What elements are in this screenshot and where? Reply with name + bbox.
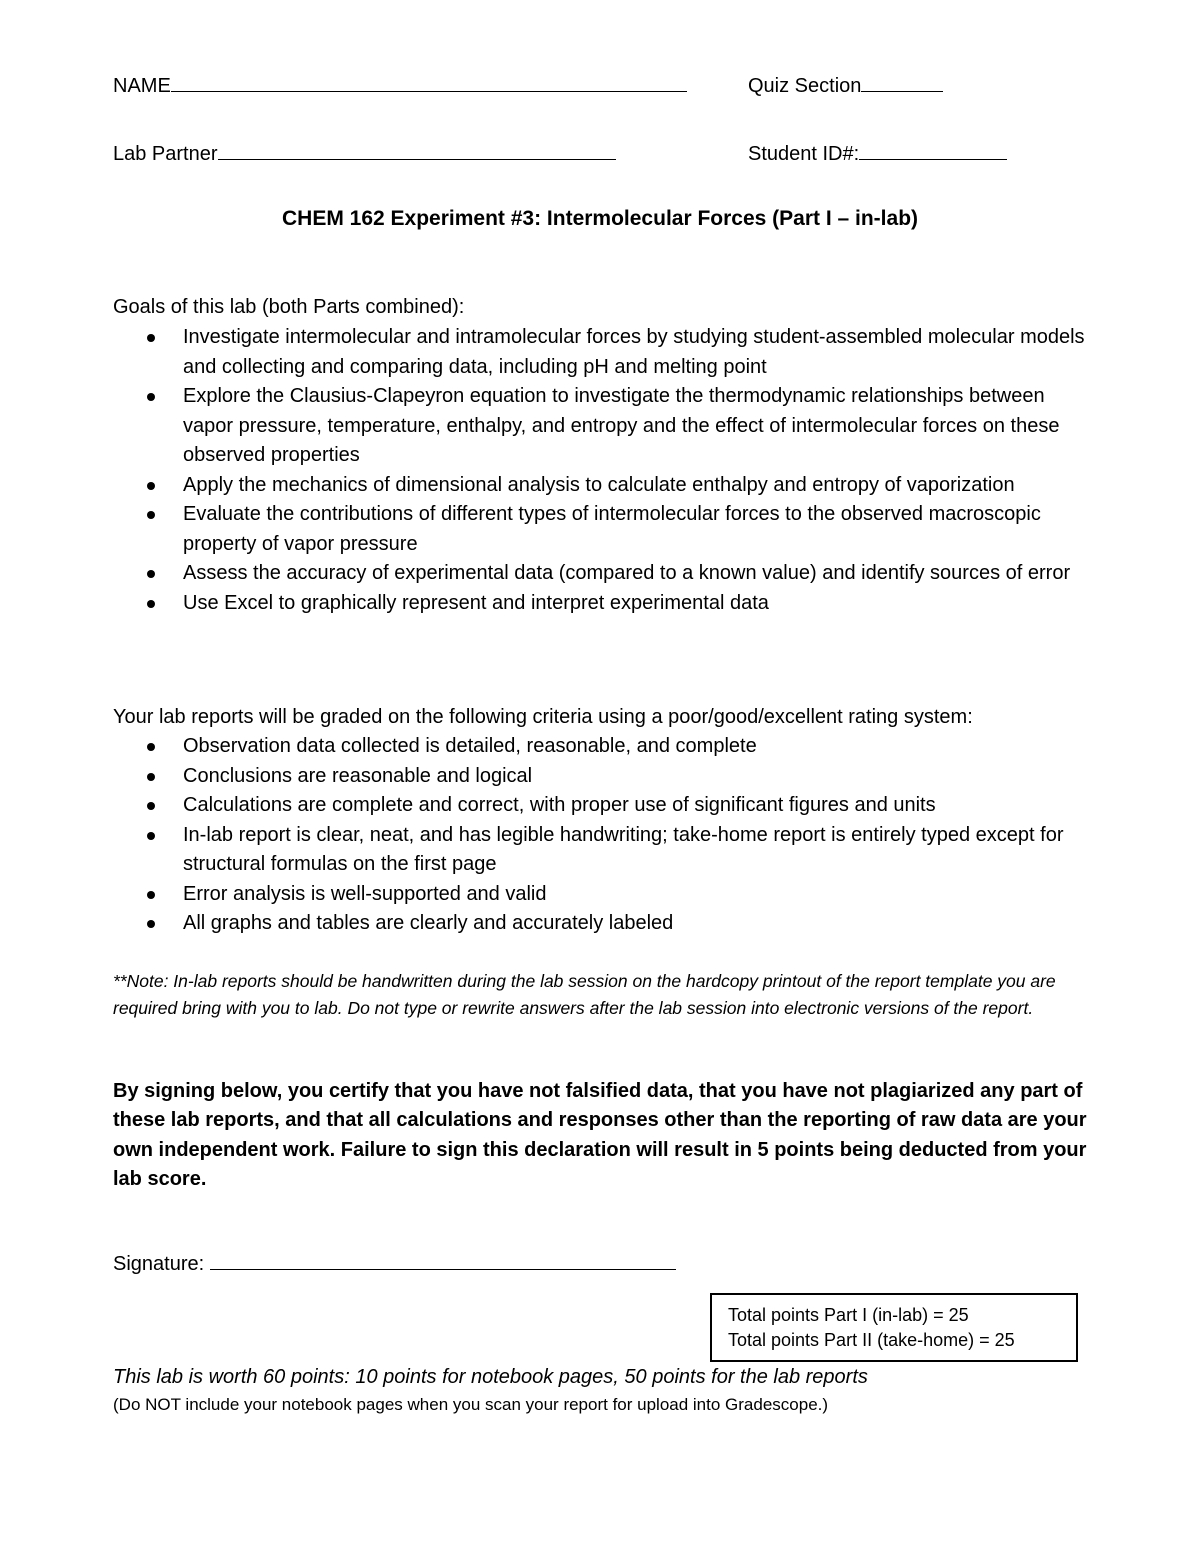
bullet-icon xyxy=(147,802,155,810)
goals-heading: Goals of this lab (both Parts combined): xyxy=(113,296,465,318)
criteria-heading: Your lab reports will be graded on the following criteria using a poor/good/excellent rating system: xyxy=(113,706,973,728)
quiz-section-field[interactable] xyxy=(748,74,943,98)
list-item: Explore the Clausius-Clapeyron equation to investigate the thermodynamic relationships between vapor pressure, temperature, enthalpy, and entropy and the effect of intermolecular forces on these observed properties xyxy=(113,382,1098,471)
list-item: Assess the accuracy of experimental data (compared to a known value) and identify sources of error xyxy=(113,559,1098,589)
list-item: All graphs and tables are clearly and accurately labeled xyxy=(113,909,1098,939)
list-item: Evaluate the contributions of different types of intermolecular forces to the observed macroscopic property of vapor pressure xyxy=(113,500,1098,559)
bullet-icon xyxy=(147,334,155,342)
bullet-icon xyxy=(147,600,155,608)
bullet-icon xyxy=(147,832,155,840)
name-blank[interactable] xyxy=(171,75,687,92)
list-item: In-lab report is clear, neat, and has legible handwriting; take-home report is entirely typed except for structural formulas on the first page xyxy=(113,821,1098,880)
page-title: CHEM 162 Experiment #3: Intermolecular Forces (Part I – in-lab) xyxy=(281,207,919,230)
bullet-icon xyxy=(147,920,155,928)
lab-partner-blank[interactable] xyxy=(218,143,616,160)
list-item: Observation data collected is detailed, reasonable, and complete xyxy=(113,732,1098,762)
quiz-section-blank[interactable] xyxy=(861,75,943,92)
student-id-blank[interactable] xyxy=(859,143,1007,160)
lab-partner-label: Lab Partner xyxy=(113,143,218,165)
list-item: Use Excel to graphically represent and interpret experimental data xyxy=(113,589,1098,619)
points-box xyxy=(710,1293,1078,1362)
lab-partner-field[interactable] xyxy=(113,142,616,166)
integrity-declaration: By signing below, you certify that you have not falsified data, that you have not plagiarized any part of these lab reports, and that all calculations and responses other than the reporting of raw data are your own independent work. Failure to sign this declaration will result in 5 points being deducted from your lab score. xyxy=(113,1080,1087,1190)
points-part2: Total points Part II (take-home) = 25 xyxy=(728,1330,1015,1350)
student-id-label: Student ID#: xyxy=(748,143,860,165)
points-part1: Total points Part I (in-lab) = 25 xyxy=(728,1305,969,1325)
list-item: Error analysis is well-supported and valid xyxy=(113,880,1098,910)
bullet-icon xyxy=(147,891,155,899)
bullet-icon xyxy=(147,570,155,578)
bullet-icon xyxy=(147,743,155,751)
handwritten-note: **Note: In-lab reports should be handwritten during the lab session on the hardcopy printout of the report template you are required bring with you to lab. Do not type or rewrite answers after the lab session into electronic versions of the report. xyxy=(113,971,1056,1018)
student-id-field[interactable] xyxy=(748,142,1007,166)
lab-worth-note: This lab is worth 60 points: 10 points for notebook pages, 50 points for the lab reports xyxy=(113,1366,868,1388)
bullet-icon xyxy=(147,482,155,490)
signature-blank[interactable] xyxy=(210,1253,676,1270)
list-item: Conclusions are reasonable and logical xyxy=(113,762,1098,792)
bullet-icon xyxy=(147,773,155,781)
bullet-icon xyxy=(147,393,155,401)
quiz-section-label: Quiz Section xyxy=(748,75,862,97)
scan-note: (Do NOT include your notebook pages when you scan your report for upload into Gradescope.) xyxy=(113,1395,829,1414)
list-item: Calculations are complete and correct, with proper use of significant figures and units xyxy=(113,791,1098,821)
signature-field[interactable] xyxy=(113,1252,676,1276)
name-label: NAME xyxy=(113,75,171,97)
criteria-list xyxy=(113,732,1098,939)
list-item: Investigate intermolecular and intramolecular forces by studying student-assembled molecular models and collecting and comparing data, including pH and melting point xyxy=(113,323,1098,382)
goals-list xyxy=(113,323,1098,618)
name-field[interactable] xyxy=(113,74,687,98)
bullet-icon xyxy=(147,511,155,519)
list-item: Apply the mechanics of dimensional analysis to calculate enthalpy and entropy of vaporization xyxy=(113,471,1098,501)
signature-label: Signature: xyxy=(113,1253,205,1275)
